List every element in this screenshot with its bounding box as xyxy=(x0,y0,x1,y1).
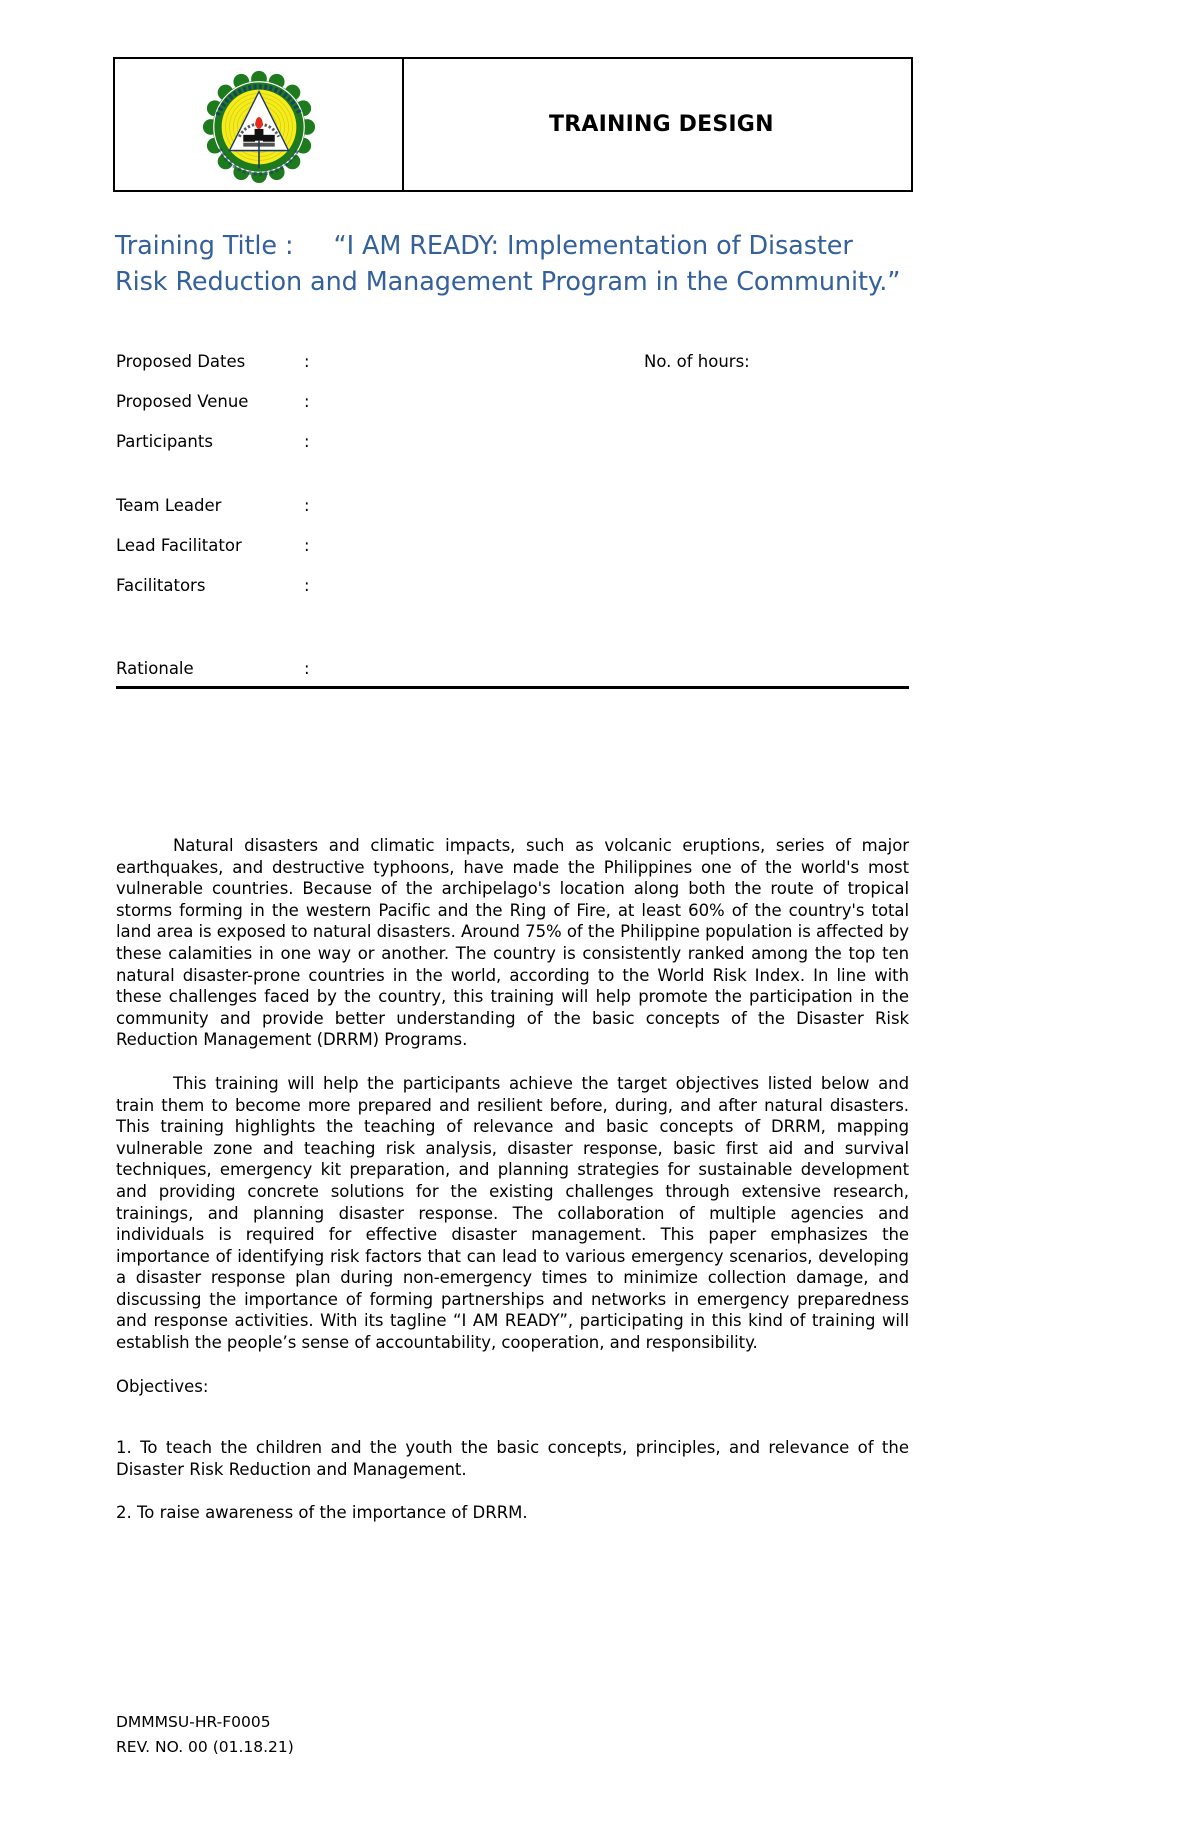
field-colon-proposed-dates: : xyxy=(304,352,310,371)
footer-form-code: DMMMSU-HR-F0005 xyxy=(116,1713,271,1731)
field-colon-facilitators: : xyxy=(304,576,310,595)
field-label-no-of-hours: No. of hours: xyxy=(644,352,750,371)
rationale-paragraph-1: Natural disasters and climatic impacts, such as volcanic eruptions, series of major earthquakes, and destructive typhoons, have made the Philippines one of the world's most vulnerable countries. Because of the archipelago's location along both the route of tropical storms forming in the western Pacific and the Ring of Fire, at least 60% of the country's total land area is exposed to natural disasters. Around 75% of the Philippine population is affected by these calamities in one way or another. The country is consistently ranked among the top ten natural disaster-prone countries in the world, according to the World Risk Index. In line with these challenges faced by the country, this training will help promote the participation in the community and provide better understanding of the basic concepts of the Disaster Risk Reduction Management (DRRM) Programs. xyxy=(116,836,909,1050)
header-logo-cell xyxy=(115,59,404,190)
field-colon-participants: : xyxy=(304,432,310,451)
footer-revision: REV. NO. 00 (01.18.21) xyxy=(116,1738,294,1756)
rationale-paragraph-2: This training will help the participants achieve the target objectives listed below and train them to become more prepared and resilient before, during, and after natural disasters. This training highlights the teaching of relevance and basic concepts of DRRM, mapping vulnerable zone and teaching risk analysis, disaster response, basic first aid and survival techniques, emergency kit preparation, and planning strategies for sustainable development and providing concrete solutions for the existing challenges through extensive research, trainings, and planning disaster response. The collaboration of multiple agencies and individuals is required for effective disaster management. This paper emphasizes the importance of identifying risk factors that can lead to various emergency scenarios, developing a disaster response plan during non-emergency times to minimize collection damage, and discussing the importance of forming partnerships and networks in emergency preparedness and response activities. With its tagline “I AM READY”, participating in this kind of training will establish the people’s sense of accountability, cooperation, and responsibility. xyxy=(116,1073,909,1353)
field-label-lead-facilitator: Lead Facilitator xyxy=(116,536,242,555)
objectives-spacer xyxy=(116,1419,909,1437)
field-row-facilitators xyxy=(116,576,911,616)
field-row-proposed-venue xyxy=(116,392,911,432)
training-title-block xyxy=(115,228,905,300)
field-label-participants: Participants xyxy=(116,432,213,451)
field-row-team-leader xyxy=(116,496,911,536)
field-colon-team-leader: : xyxy=(304,496,310,515)
field-label-facilitators: Facilitators xyxy=(116,576,206,595)
field-label-rationale: Rationale xyxy=(116,659,194,678)
field-colon-lead-facilitator: : xyxy=(304,536,310,555)
field-label-proposed-venue: Proposed Venue xyxy=(116,392,249,411)
objective-item-2: 2. To raise awareness of the importance of DRRM. xyxy=(116,1503,528,1523)
document-footer xyxy=(116,1710,616,1760)
header-title-cell xyxy=(404,59,911,190)
training-title-label: Training Title : xyxy=(115,231,294,261)
document-title: TRAINING DESIGN xyxy=(549,112,774,137)
form-fields xyxy=(116,352,911,689)
training-title-text: “I AM READY: Implementation of Disaster Risk Reduction and Management Program in the Community.” xyxy=(115,231,901,297)
field-row-rationale xyxy=(116,659,909,689)
field-row-lead-facilitator xyxy=(116,536,911,576)
field-label-team-leader: Team Leader xyxy=(116,496,222,515)
objectives-heading: Objectives: xyxy=(116,1376,209,1396)
field-row-proposed-dates xyxy=(116,352,911,392)
document-body xyxy=(116,835,909,1546)
objective-item-1: 1. To teach the children and the youth the basic concepts, principles, and relevance of the Disaster Risk Reduction and Management. xyxy=(116,1438,909,1479)
training-title-spacer xyxy=(293,231,333,261)
document-page xyxy=(113,0,913,1835)
field-colon-proposed-venue: : xyxy=(304,392,310,411)
field-label-proposed-dates: Proposed Dates xyxy=(116,352,246,371)
document-header-table xyxy=(113,57,913,192)
university-seal-icon xyxy=(200,66,318,184)
field-row-participants xyxy=(116,432,911,472)
field-colon-rationale: : xyxy=(304,659,310,678)
